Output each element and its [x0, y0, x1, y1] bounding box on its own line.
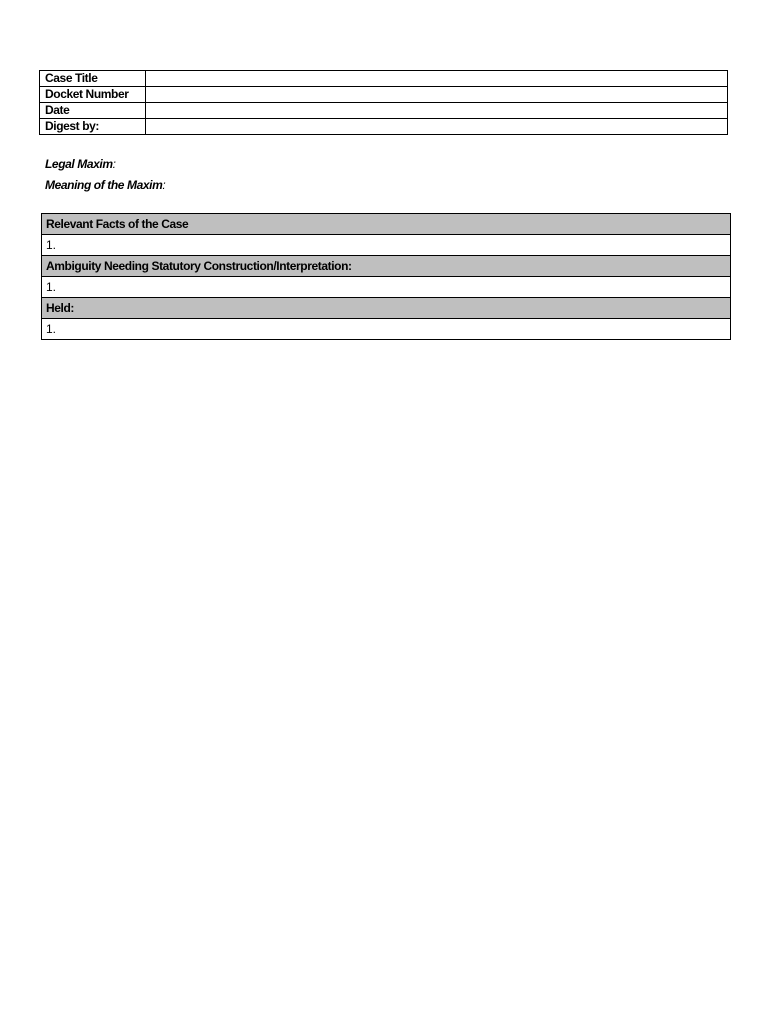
- meaning-of-maxim-line: [45, 177, 165, 193]
- legal-maxim-label: Legal Maxim: [45, 157, 113, 171]
- held-item: 1.: [42, 319, 731, 340]
- held-heading: Held:: [42, 298, 731, 319]
- meaning-of-maxim-label: Meaning of the Maxim: [45, 178, 163, 192]
- case-title-label: Case Title: [40, 71, 146, 87]
- legal-maxim-line: [45, 156, 116, 172]
- meaning-of-maxim-colon: :: [162, 178, 166, 192]
- relevant-facts-body-row: [42, 235, 731, 256]
- case-info-table: [39, 70, 728, 135]
- ambiguity-header-row: [42, 256, 731, 277]
- legal-maxim-colon: :: [112, 157, 116, 171]
- held-header-row: [42, 298, 731, 319]
- relevant-facts-item: 1.: [42, 235, 731, 256]
- digest-by-row: [40, 119, 728, 135]
- ambiguity-heading: Ambiguity Needing Statutory Construction/Interpretation:: [42, 256, 731, 277]
- digest-by-value: [146, 119, 728, 135]
- docket-number-value: [146, 87, 728, 103]
- case-title-row: [40, 71, 728, 87]
- date-row: [40, 103, 728, 119]
- ambiguity-item: 1.: [42, 277, 731, 298]
- held-body-row: [42, 319, 731, 340]
- docket-number-label: Docket Number: [40, 87, 146, 103]
- docket-number-row: [40, 87, 728, 103]
- relevant-facts-heading: Relevant Facts of the Case: [42, 214, 731, 235]
- digest-sections-table: [41, 213, 731, 340]
- ambiguity-body-row: [42, 277, 731, 298]
- date-label: Date: [40, 103, 146, 119]
- relevant-facts-header-row: [42, 214, 731, 235]
- date-value: [146, 103, 728, 119]
- case-title-value: [146, 71, 728, 87]
- digest-by-label: Digest by:: [40, 119, 146, 135]
